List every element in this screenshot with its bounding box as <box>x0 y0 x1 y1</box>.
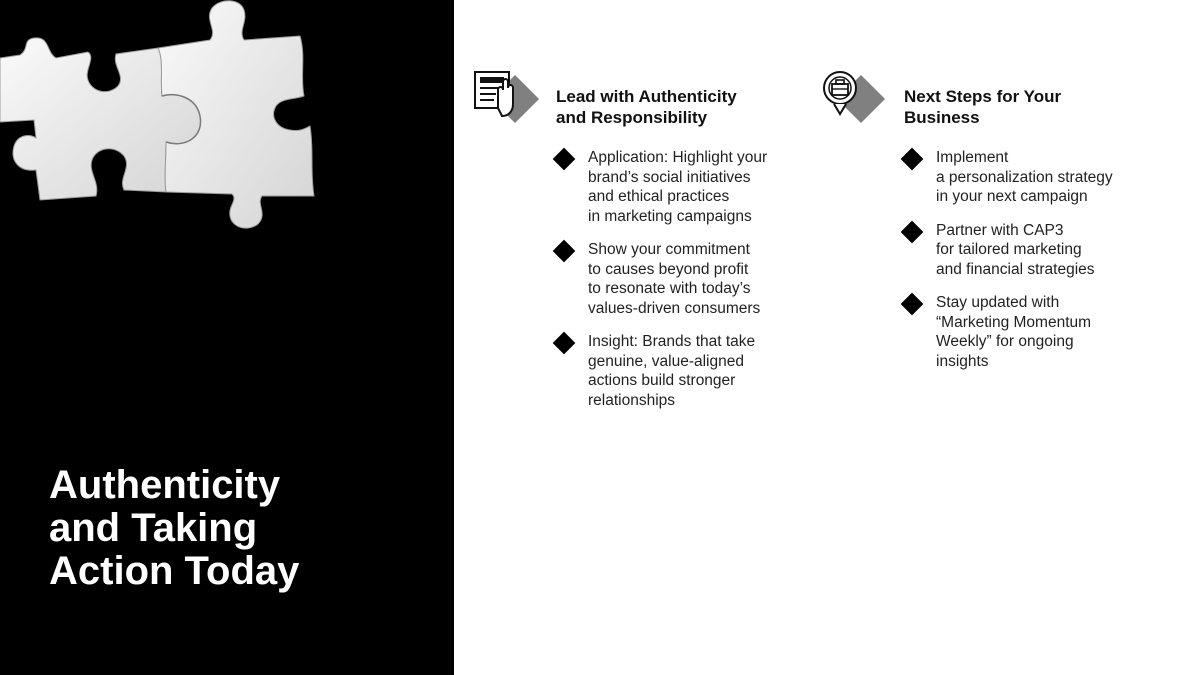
list-item <box>552 148 767 226</box>
slide-title: Authenticity and Taking Action Today <box>49 463 300 593</box>
bullet-text: Insight: Brands that take genuine, value-aligned actions build stronger relationships <box>588 333 756 409</box>
list-item <box>552 240 767 318</box>
bullet-text: Show your commitment to causes beyond profit to resonate with today’s values-driven consumers <box>588 241 761 317</box>
diamond-bullet-icon <box>901 293 924 316</box>
bullet-text: Implement a personalization strategy in your next campaign <box>936 149 1113 205</box>
left-panel <box>0 0 454 675</box>
diamond-bullet-icon <box>901 148 924 171</box>
puzzle-pieces-image <box>0 0 330 240</box>
column-heading: Lead with Authenticity and Responsibility <box>556 87 737 127</box>
list-item <box>552 332 767 410</box>
bullet-text: Stay updated with “Marketing Momentum Weekly” for ongoing insights <box>936 294 1092 370</box>
list-item <box>900 221 1113 280</box>
diamond-bullet-icon <box>553 148 576 171</box>
diamond-bullet-icon <box>553 240 576 263</box>
document-hand-icon <box>472 68 540 130</box>
column-heading: Next Steps for Your Business <box>904 87 1062 127</box>
list-item <box>900 148 1113 207</box>
list-item <box>900 293 1113 371</box>
briefcase-badge-icon <box>820 68 888 130</box>
bullet-text: Partner with CAP3 for tailored marketing and financial strategies <box>936 221 1095 278</box>
bullet-list <box>900 148 1113 385</box>
diamond-bullet-icon <box>901 220 924 243</box>
bullet-list <box>552 148 767 424</box>
diamond-bullet-icon <box>553 332 576 355</box>
bullet-text: Application: Highlight your brand’s social initiatives and ethical practices in marketing campaigns <box>588 149 768 225</box>
